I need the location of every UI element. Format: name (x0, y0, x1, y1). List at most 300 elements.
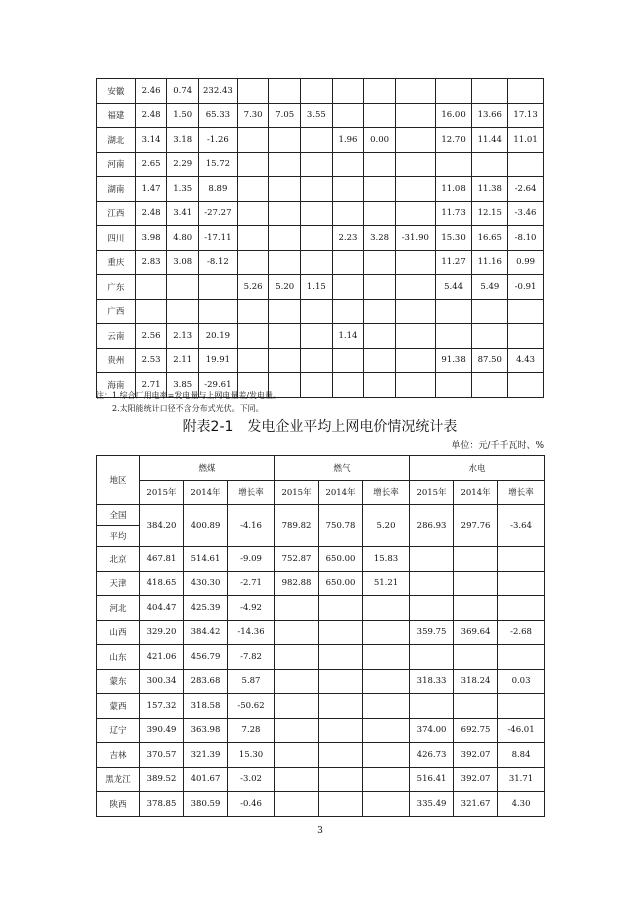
value-cell (395, 103, 435, 128)
table-line-loss-and-utilization (96, 78, 544, 398)
value-cell: 369.64 (454, 620, 498, 645)
value-cell: 7.28 (228, 718, 275, 743)
table-row (97, 547, 545, 572)
value-cell: -3.02 (228, 767, 275, 792)
value-cell: 370.57 (140, 743, 184, 768)
value-cell (508, 373, 544, 398)
table-row (97, 152, 544, 177)
value-cell: 5.49 (472, 275, 508, 300)
value-cell (508, 324, 544, 349)
value-cell: 1.35 (167, 177, 199, 202)
table-row (97, 177, 544, 202)
value-cell (435, 373, 472, 398)
region-cell: 江西 (97, 201, 136, 226)
value-cell (364, 103, 396, 128)
value-cell: 7.05 (269, 103, 301, 128)
value-cell: -4.92 (228, 596, 275, 621)
header-region: 地区 (97, 456, 140, 505)
value-cell (237, 152, 269, 177)
national-label-1: 全国 (97, 505, 140, 526)
value-cell: 12.15 (472, 201, 508, 226)
value-cell (472, 373, 508, 398)
value-cell: 380.59 (184, 792, 228, 817)
value-cell (269, 250, 301, 275)
value-cell (301, 226, 333, 251)
region-cell: 辽宁 (97, 718, 140, 743)
value-cell (135, 299, 167, 324)
value-cell (275, 767, 319, 792)
value-cell (363, 767, 410, 792)
region-cell: 山西 (97, 620, 140, 645)
value-cell: 65.33 (199, 103, 238, 128)
value-cell: 87.50 (472, 348, 508, 373)
value-cell (363, 694, 410, 719)
value-cell (364, 250, 396, 275)
value-cell (363, 596, 410, 621)
value-cell: 514.61 (184, 547, 228, 572)
table-row (97, 571, 545, 596)
value-cell (395, 348, 435, 373)
national-value: 789.82 (275, 505, 319, 547)
header-cell: 2014年 (454, 480, 498, 505)
header-group-gas: 燃气 (275, 456, 410, 481)
value-cell: 321.67 (454, 792, 498, 817)
value-cell (472, 299, 508, 324)
value-cell (410, 694, 454, 719)
value-cell: 418.65 (140, 571, 184, 596)
value-cell: 20.19 (199, 324, 238, 349)
value-cell: 1.14 (332, 324, 364, 349)
region-cell: 湖北 (97, 128, 136, 153)
value-cell: 430.30 (184, 571, 228, 596)
value-cell: 1.15 (301, 275, 333, 300)
header-cell: 增长率 (498, 480, 545, 505)
value-cell (364, 299, 396, 324)
value-cell (269, 226, 301, 251)
value-cell: 12.70 (435, 128, 472, 153)
national-value: 286.93 (410, 505, 454, 547)
region-cell: 福建 (97, 103, 136, 128)
value-cell: 19.91 (199, 348, 238, 373)
value-cell (319, 792, 363, 817)
value-cell: 8.84 (498, 743, 545, 768)
value-cell (364, 348, 396, 373)
table-row (97, 103, 544, 128)
table-row (97, 669, 545, 694)
value-cell (301, 128, 333, 153)
value-cell: 329.20 (140, 620, 184, 645)
value-cell: 3.41 (167, 201, 199, 226)
value-cell: 11.44 (472, 128, 508, 153)
value-cell: 232.43 (199, 79, 238, 104)
region-cell: 广西 (97, 299, 136, 324)
value-cell: 2.48 (135, 201, 167, 226)
value-cell: 0.00 (364, 128, 396, 153)
value-cell (395, 177, 435, 202)
value-cell (269, 348, 301, 373)
value-cell (435, 79, 472, 104)
value-cell: 7.30 (237, 103, 269, 128)
value-cell (498, 694, 545, 719)
value-cell (332, 250, 364, 275)
value-cell: -2.71 (228, 571, 275, 596)
header-cell: 2015年 (275, 480, 319, 505)
value-cell (395, 275, 435, 300)
value-cell: 11.27 (435, 250, 472, 275)
value-cell: 2.46 (135, 79, 167, 104)
value-cell: 384.42 (184, 620, 228, 645)
value-cell: 4.30 (498, 792, 545, 817)
value-cell (363, 645, 410, 670)
value-cell: 11.38 (472, 177, 508, 202)
value-cell: 650.00 (319, 571, 363, 596)
value-cell (319, 645, 363, 670)
value-cell (275, 792, 319, 817)
value-cell (237, 226, 269, 251)
value-cell (395, 250, 435, 275)
value-cell (395, 373, 435, 398)
value-cell (472, 79, 508, 104)
value-cell (269, 299, 301, 324)
value-cell: -0.46 (228, 792, 275, 817)
value-cell (410, 547, 454, 572)
table-row (97, 79, 544, 104)
value-cell: 2.53 (135, 348, 167, 373)
value-cell: 283.68 (184, 669, 228, 694)
value-cell: 363.98 (184, 718, 228, 743)
value-cell (301, 324, 333, 349)
national-value: 750.78 (319, 505, 363, 547)
value-cell: 321.39 (184, 743, 228, 768)
region-cell: 蒙东 (97, 669, 140, 694)
value-cell: 425.39 (184, 596, 228, 621)
value-cell (395, 128, 435, 153)
value-cell (498, 596, 545, 621)
note-line-2: 2.太阳能统计口径不含分布式光伏。下同。 (112, 404, 264, 413)
value-cell (435, 152, 472, 177)
value-cell: 2.56 (135, 324, 167, 349)
header-group-coal: 燃煤 (140, 456, 275, 481)
value-cell (332, 299, 364, 324)
value-cell (237, 201, 269, 226)
value-cell: -8.10 (508, 226, 544, 251)
header-cell: 增长率 (228, 480, 275, 505)
national-value: 400.89 (184, 505, 228, 547)
value-cell (454, 694, 498, 719)
value-cell: 467.81 (140, 547, 184, 572)
table-title: 附表2-1 发电企业平均上网电价情况统计表 (182, 419, 458, 435)
value-cell: 456.79 (184, 645, 228, 670)
value-cell: 752.87 (275, 547, 319, 572)
value-cell: 15.83 (363, 547, 410, 572)
region-cell: 黑龙江 (97, 767, 140, 792)
value-cell: 692.75 (454, 718, 498, 743)
value-cell: -3.46 (508, 201, 544, 226)
value-cell: 401.67 (184, 767, 228, 792)
value-cell: 0.74 (167, 79, 199, 104)
table-row (97, 743, 545, 768)
value-cell: 3.98 (135, 226, 167, 251)
value-cell: 91.38 (435, 348, 472, 373)
value-cell: 421.06 (140, 645, 184, 670)
value-cell: 1.50 (167, 103, 199, 128)
table-row (97, 645, 545, 670)
value-cell (319, 743, 363, 768)
header-row-groups (97, 456, 545, 481)
value-cell: 300.34 (140, 669, 184, 694)
value-cell (363, 620, 410, 645)
value-cell (395, 79, 435, 104)
value-cell (508, 299, 544, 324)
header-row-years (97, 480, 545, 505)
value-cell (364, 177, 396, 202)
table-row (97, 767, 545, 792)
value-cell: 1.47 (135, 177, 167, 202)
value-cell (275, 743, 319, 768)
value-cell: 359.75 (410, 620, 454, 645)
value-cell (301, 348, 333, 373)
value-cell (301, 177, 333, 202)
value-cell (454, 596, 498, 621)
national-row-1 (97, 505, 545, 526)
value-cell: 157.32 (140, 694, 184, 719)
value-cell: 15.30 (228, 743, 275, 768)
value-cell: 374.00 (410, 718, 454, 743)
value-cell (269, 128, 301, 153)
value-cell (332, 275, 364, 300)
value-cell: 5.87 (228, 669, 275, 694)
region-cell: 天津 (97, 571, 140, 596)
note-line-1: 注：1.综合厂用电率=发电量与上网电量差/发电量。 (96, 391, 282, 400)
value-cell (301, 79, 333, 104)
value-cell (237, 177, 269, 202)
header-cell: 2015年 (140, 480, 184, 505)
value-cell (269, 324, 301, 349)
value-cell (269, 201, 301, 226)
value-cell (275, 620, 319, 645)
value-cell: 404.47 (140, 596, 184, 621)
table-row (97, 694, 545, 719)
value-cell: -17.11 (199, 226, 238, 251)
value-cell: 11.16 (472, 250, 508, 275)
value-cell (237, 299, 269, 324)
value-cell: 3.18 (167, 128, 199, 153)
header-group-hydro: 水电 (410, 456, 545, 481)
value-cell (319, 669, 363, 694)
value-cell (363, 743, 410, 768)
national-value: -4.16 (228, 505, 275, 547)
value-cell: 318.33 (410, 669, 454, 694)
table-row (97, 348, 544, 373)
table-row (97, 299, 544, 324)
value-cell (319, 767, 363, 792)
value-cell: 3.55 (301, 103, 333, 128)
value-cell (363, 669, 410, 694)
header-cell: 2014年 (319, 480, 363, 505)
value-cell (269, 177, 301, 202)
region-cell: 山东 (97, 645, 140, 670)
value-cell: -7.82 (228, 645, 275, 670)
value-cell: 516.41 (410, 767, 454, 792)
value-cell (332, 348, 364, 373)
value-cell: -2.68 (498, 620, 545, 645)
value-cell: 8.89 (199, 177, 238, 202)
value-cell (237, 79, 269, 104)
value-cell (275, 669, 319, 694)
value-cell (472, 152, 508, 177)
value-cell (237, 348, 269, 373)
value-cell (332, 103, 364, 128)
value-cell: -1.26 (199, 128, 238, 153)
table-row (97, 275, 544, 300)
value-cell (199, 299, 238, 324)
value-cell (363, 718, 410, 743)
value-cell (508, 79, 544, 104)
value-cell: 426.73 (410, 743, 454, 768)
value-cell (498, 571, 545, 596)
value-cell (237, 250, 269, 275)
value-cell (275, 645, 319, 670)
table-row (97, 596, 545, 621)
value-cell (332, 177, 364, 202)
value-cell (454, 645, 498, 670)
value-cell: 390.49 (140, 718, 184, 743)
national-label-2: 平均 (97, 526, 140, 547)
value-cell (472, 324, 508, 349)
table-row (97, 226, 544, 251)
value-cell: -46.01 (498, 718, 545, 743)
value-cell: -29.61 (199, 373, 238, 398)
value-cell (435, 299, 472, 324)
value-cell: 15.30 (435, 226, 472, 251)
region-cell: 蒙西 (97, 694, 140, 719)
value-cell: -8.12 (199, 250, 238, 275)
value-cell: 13.66 (472, 103, 508, 128)
value-cell (301, 373, 333, 398)
value-cell: -2.64 (508, 177, 544, 202)
region-cell: 陕西 (97, 792, 140, 817)
header-cell: 增长率 (363, 480, 410, 505)
value-cell: 4.43 (508, 348, 544, 373)
value-cell: 3.28 (364, 226, 396, 251)
region-cell: 广东 (97, 275, 136, 300)
table-row (97, 324, 544, 349)
value-cell: 318.24 (454, 669, 498, 694)
value-cell (508, 152, 544, 177)
value-cell (275, 694, 319, 719)
value-cell (319, 620, 363, 645)
value-cell: 0.99 (508, 250, 544, 275)
value-cell (275, 596, 319, 621)
value-cell (410, 571, 454, 596)
region-cell: 云南 (97, 324, 136, 349)
value-cell: 31.71 (498, 767, 545, 792)
value-cell: 51.21 (363, 571, 410, 596)
value-cell: 378.85 (140, 792, 184, 817)
value-cell (395, 152, 435, 177)
value-cell: 15.72 (199, 152, 238, 177)
value-cell: 5.26 (237, 275, 269, 300)
value-cell (332, 79, 364, 104)
value-cell: -27.27 (199, 201, 238, 226)
unit-label: 单位：元/千千瓦时、% (451, 441, 544, 451)
value-cell (167, 275, 199, 300)
value-cell: 2.65 (135, 152, 167, 177)
value-cell: 16.65 (472, 226, 508, 251)
national-value: 297.76 (454, 505, 498, 547)
value-cell (332, 201, 364, 226)
value-cell (301, 152, 333, 177)
value-cell: 392.07 (454, 767, 498, 792)
value-cell (269, 152, 301, 177)
header-cell: 2015年 (410, 480, 454, 505)
table-row (97, 792, 545, 817)
region-cell: 河南 (97, 152, 136, 177)
value-cell: 3.85 (167, 373, 199, 398)
value-cell (332, 152, 364, 177)
value-cell (364, 324, 396, 349)
national-value: -3.64 (498, 505, 545, 547)
region-cell: 安徽 (97, 79, 136, 104)
value-cell (364, 201, 396, 226)
value-cell (135, 275, 167, 300)
value-cell: 11.08 (435, 177, 472, 202)
value-cell (301, 201, 333, 226)
value-cell (332, 373, 364, 398)
value-cell: 2.29 (167, 152, 199, 177)
table-row (97, 718, 545, 743)
value-cell: 1.96 (332, 128, 364, 153)
value-cell: 335.49 (410, 792, 454, 817)
table-row (97, 201, 544, 226)
value-cell: 650.00 (319, 547, 363, 572)
value-cell (301, 250, 333, 275)
value-cell: 2.13 (167, 324, 199, 349)
table-row (97, 128, 544, 153)
region-cell: 湖南 (97, 177, 136, 202)
value-cell (364, 79, 396, 104)
value-cell (363, 792, 410, 817)
page-number: 3 (317, 826, 323, 836)
value-cell (410, 645, 454, 670)
value-cell (301, 299, 333, 324)
value-cell (269, 79, 301, 104)
value-cell (319, 718, 363, 743)
value-cell: 2.83 (135, 250, 167, 275)
value-cell: 17.13 (508, 103, 544, 128)
value-cell: 4.80 (167, 226, 199, 251)
value-cell: 318.58 (184, 694, 228, 719)
value-cell (498, 547, 545, 572)
value-cell (410, 596, 454, 621)
value-cell (364, 275, 396, 300)
value-cell: -14.36 (228, 620, 275, 645)
value-cell (395, 299, 435, 324)
value-cell: -31.90 (395, 226, 435, 251)
value-cell: 5.20 (269, 275, 301, 300)
value-cell: 389.52 (140, 767, 184, 792)
national-value: 5.20 (363, 505, 410, 547)
value-cell: 3.14 (135, 128, 167, 153)
value-cell (454, 571, 498, 596)
region-cell: 河北 (97, 596, 140, 621)
value-cell (498, 645, 545, 670)
header-cell: 2014年 (184, 480, 228, 505)
table-row (97, 250, 544, 275)
value-cell: 3.08 (167, 250, 199, 275)
region-cell: 重庆 (97, 250, 136, 275)
value-cell: 0.03 (498, 669, 545, 694)
